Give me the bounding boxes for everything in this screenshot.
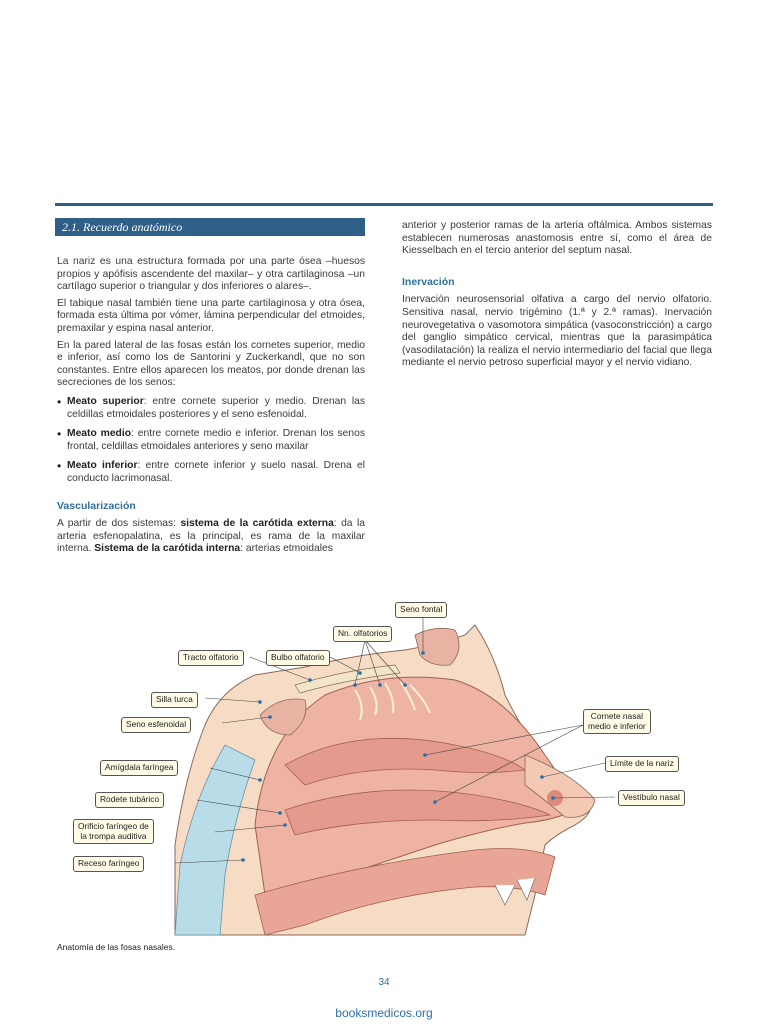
label-seno-esfenoidal: Seno esfenoidal [121, 717, 191, 733]
figure-caption: Anatomía de las fosas nasales. [57, 942, 176, 952]
label-receso-faringeo: Receso faríngeo [73, 856, 144, 872]
page-number: 34 [378, 977, 390, 988]
label-orificio-faringeo: Orificio faríngeo de la trompa auditiva [73, 819, 154, 844]
meatos-list [57, 396, 365, 486]
paragraph: anterior y posterior ramas de la arteria oftálmica. Ambos sistemas establecen numerosas anastomosis entre sí, como el área de Kiesselbach en el tercio anterior del septum nasal. [402, 220, 712, 257]
label-rodete-tubarico: Rodete tubárico [95, 792, 164, 808]
nasal-anatomy-figure [55, 595, 715, 940]
right-column [402, 220, 712, 374]
label-nn-olfatorios: Nn. olfatorios [333, 626, 392, 642]
list-item: • Meato inferior: entre cornete inferior y suelo nasal. Drena el conducto lacrimonasal. [57, 460, 365, 485]
label-seno-fontal: Seno fontal [395, 602, 447, 618]
paragraph: La nariz es una estructura formada por una parte ósea –huesos propios y apófisis ascendente del maxilar– y otra cartilaginosa –un cartílago superior o triangular y dos inferiores o alares–. [57, 256, 365, 293]
list-item: • Meato superior: entre cornete superior y medio. Drenan las celdillas etmoidales posteriores y el seno esfenoidal. [57, 396, 365, 421]
label-limite-nariz: Límite de la nariz [605, 756, 679, 772]
footer-link[interactable]: booksmedicos.org [335, 1006, 433, 1020]
label-vestibulo-nasal: Vestíbulo nasal [618, 790, 685, 806]
paragraph: El tabique nasal también tiene una parte cartilaginosa y otra ósea, formada esta última por vómer, lámina perpendicular del etmoides, premaxilar y espina nasal anterior. [57, 297, 365, 334]
label-amigdala-faringea: Amígdala faríngea [100, 760, 178, 776]
top-rule [55, 203, 713, 206]
list-item: • Meato medio: entre cornete medio e inferior. Drenan los senos frontal, celdillas etmoidales anteriores y seno maxilar [57, 428, 365, 453]
paragraph: En la pared lateral de las fosas están los cornetes superior, medio e inferior, así como los de Santorini y Zuckerkandl, que no son constantes. Entre ellos aparecen los meatos, por donde drenan las secreciones de los senos: [57, 339, 365, 389]
paragraph: Inervación neurosensorial olfativa a cargo del nervio olfatorio. Sensitiva nasal, nervio trigémino (1.ª y 2.ª ramas). Inervación neurovegetativa o vasomotora simpática (vasoconstricción) a cargo del ganglio simpático cervical, mientras que la parasimpática (vasodilatación) la realiza el nervio intermediario del facial que llega mediante el nervio petroso superficial mayor y el nervio vidiano. [402, 294, 712, 369]
label-bulbo-olfatorio: Bulbo olfatorio [266, 650, 330, 666]
label-silla-turca: Silla turca [151, 692, 198, 708]
left-column [57, 256, 365, 560]
paragraph: A partir de dos sistemas: sistema de la carótida externa: da la arteria esfenopalatina, es la principal, es rama de la maxilar interna. Sistema de la carótida interna: arterias etmoidales [57, 518, 365, 555]
vascularizacion-heading: Vascularización [57, 499, 136, 512]
section-title: 2.1. Recuerdo anatómico [55, 218, 365, 236]
label-cornete-nasal: Cornete nasal medio e inferior [583, 709, 651, 734]
inervacion-heading: Inervación [402, 275, 455, 288]
label-tracto-olfatorio: Tracto olfatorio [178, 650, 244, 666]
